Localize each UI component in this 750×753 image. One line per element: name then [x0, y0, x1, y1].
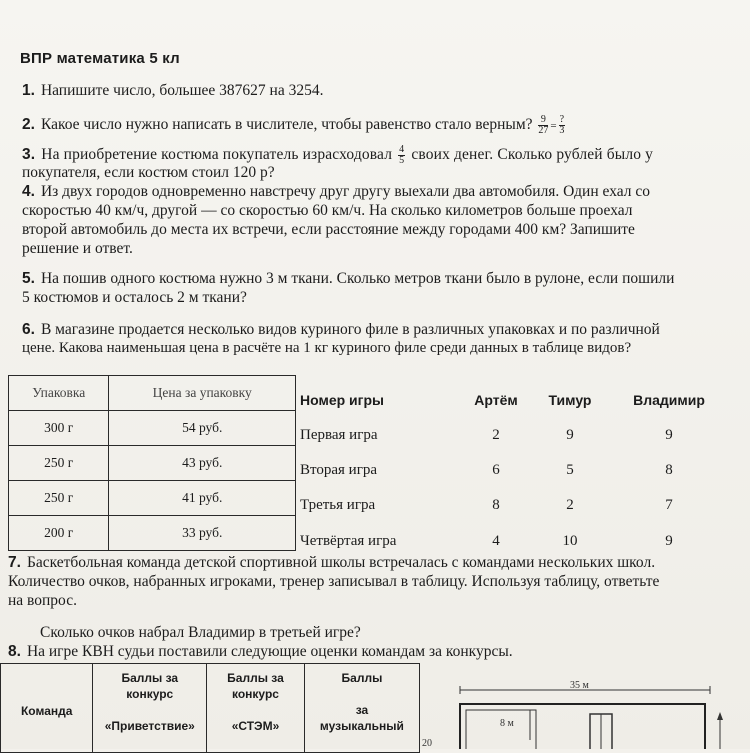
- table-header: Номер игры: [300, 392, 385, 408]
- table-row: [298, 533, 728, 553]
- task-7-question: Сколько очков набрал Владимир в третьей игре?: [40, 624, 361, 641]
- task-4-line-3: второй автомобиль до места их встречи, если расстояние между городами 400 км? Запишите: [22, 221, 635, 238]
- task-text: своих денег. Сколько рублей было у: [411, 146, 654, 164]
- task-number: 6.: [22, 321, 35, 338]
- table-row: [298, 427, 728, 447]
- table-cell: 7: [665, 497, 673, 513]
- task-1: [22, 82, 323, 99]
- table-cell: 300 г: [9, 411, 109, 446]
- table-header: Тимур: [548, 392, 592, 408]
- fraction: [398, 145, 405, 166]
- table-row: [298, 462, 728, 482]
- table-cell: 8: [665, 462, 673, 478]
- table-row: [9, 481, 296, 516]
- task-7-line-2: Количество очков, набранных игроками, тренер записывал в таблицу. Используя таблицу, ответьте: [8, 573, 660, 590]
- task-6-line-2: цене. Какова наименьшая цена в расчёте на 1 кг куриного филе среди данных в таблице видов?: [22, 340, 632, 356]
- table-cell: 200 г: [9, 516, 109, 551]
- fraction-denominator: 5: [399, 155, 405, 166]
- task-text: На игре КВН судьи поставили следующие оценки командам за конкурсы.: [26, 643, 513, 660]
- task-number: 7.: [8, 554, 21, 571]
- table-cell: 6: [492, 462, 500, 478]
- task-8: [8, 643, 513, 660]
- height-label: 8 м: [500, 718, 514, 729]
- task-4-line-4: решение и ответ.: [22, 240, 133, 257]
- plan-area: [466, 710, 536, 749]
- table-cell: 43 руб.: [109, 446, 296, 481]
- table-cell: Четвёртая игра: [300, 533, 397, 549]
- equals-sign: =: [550, 120, 557, 133]
- task-number: 1.: [22, 82, 35, 99]
- task-4-line-2: скоростью 40 км/ч, другой — со скоростью 60 км/ч. На сколько километров больше проехал: [22, 202, 633, 219]
- arrow-up-icon: [717, 712, 723, 720]
- fraction-denominator: 3: [559, 125, 565, 136]
- table-cell: 2: [566, 497, 574, 513]
- header-line: Баллы: [341, 671, 383, 685]
- task-text: На приобретение костюма покупатель израсходовал: [41, 146, 393, 164]
- task-number: 2.: [22, 116, 35, 134]
- plan-outline: [460, 704, 705, 749]
- task-number: 4.: [22, 183, 35, 200]
- table-header-row: [1, 664, 420, 753]
- task-number: 8.: [8, 643, 21, 660]
- task-7: [8, 554, 655, 571]
- table-header: Упаковка: [9, 376, 109, 411]
- task-number: 5.: [22, 270, 35, 287]
- header-line: за: [355, 703, 369, 717]
- table-cell: 41 руб.: [109, 481, 296, 516]
- task-3: [22, 145, 653, 166]
- task-number: 3.: [22, 146, 36, 164]
- plan-drawing: [420, 680, 750, 749]
- task-text: Баскетбольная команда детской спортивной школы встречалась с командами нескольких школ.: [26, 554, 656, 571]
- fraction: [538, 115, 548, 136]
- task-5-line-2: 5 костюмов и осталось 2 м ткани?: [22, 289, 247, 306]
- fraction-numerator: 4: [399, 144, 405, 155]
- table-header: Цена за упаковку: [109, 376, 296, 411]
- table-cell: 250 г: [9, 481, 109, 516]
- task-text: Какое число нужно написать в числителе, чтобы равенство стало верным?: [40, 116, 533, 134]
- table-row: [9, 516, 296, 551]
- table-header: Артём: [474, 392, 518, 408]
- table-cell: 250 г: [9, 446, 109, 481]
- table-cell: 8: [492, 497, 500, 513]
- table-row: [9, 446, 296, 481]
- table-cell: 33 руб.: [109, 516, 296, 551]
- table-cell: Третья игра: [300, 497, 376, 513]
- task-5: [22, 270, 674, 287]
- table-header: [207, 664, 305, 753]
- table-row: [9, 411, 296, 446]
- fraction: [559, 115, 565, 136]
- fraction-numerator: ?: [559, 114, 565, 125]
- table-header: [304, 664, 419, 753]
- table-cell: Вторая игра: [300, 462, 378, 478]
- task-text: Из двух городов одновременно навстречу друг другу выехали два автомобиля. Один ехал со: [40, 183, 650, 200]
- side-label: 20: [422, 738, 432, 749]
- task-text: Напишите число, большее 387627 на 3254.: [40, 82, 324, 99]
- task-4: [22, 183, 650, 200]
- header-line: музыкальный: [319, 719, 404, 733]
- table-header: [93, 664, 207, 753]
- task-text: В магазине продается несколько видов куриного филе в различных упаковках и по различной: [40, 321, 660, 338]
- table-cell: 10: [562, 533, 578, 549]
- header-line: Баллы за: [227, 671, 284, 685]
- task-6: [22, 321, 660, 338]
- task-7-line-3: на вопрос.: [8, 592, 77, 609]
- header-line: Баллы за: [121, 671, 179, 685]
- table-header: Владимир: [633, 392, 705, 408]
- task-3-line-2: покупателя, если костюм стоил 120 р?: [22, 164, 275, 181]
- table-header-row: [298, 392, 728, 412]
- table-cell: 9: [665, 427, 673, 443]
- table-cell: 4: [492, 533, 500, 549]
- task-text: На пошив одного костюма нужно 3 м ткани. Сколько метров ткани было в рулоне, если пошили: [40, 270, 675, 287]
- header-line: «Приветствие»: [104, 719, 195, 733]
- fraction-denominator: 27: [538, 125, 549, 136]
- table-cell: 9: [665, 533, 673, 549]
- table-header-row: [9, 376, 296, 411]
- header-line: конкурс: [126, 687, 174, 701]
- kvn-score-table: [0, 663, 420, 753]
- table-cell: 5: [566, 462, 574, 478]
- table-cell: 54 руб.: [109, 411, 296, 446]
- table-header: Команда: [1, 664, 93, 753]
- table-cell: 9: [566, 427, 574, 443]
- table-cell: Первая игра: [300, 427, 378, 443]
- width-label: 35 м: [570, 680, 589, 691]
- header-line: «СТЭМ»: [231, 719, 280, 733]
- header-line: конкурс: [232, 687, 279, 701]
- fraction-numerator: 9: [538, 115, 548, 126]
- table-cell: 2: [492, 427, 500, 443]
- table-row: [298, 497, 728, 517]
- price-table: [8, 375, 296, 551]
- task-2: [22, 115, 567, 136]
- worksheet-heading: ВПР математика 5 кл: [20, 50, 180, 67]
